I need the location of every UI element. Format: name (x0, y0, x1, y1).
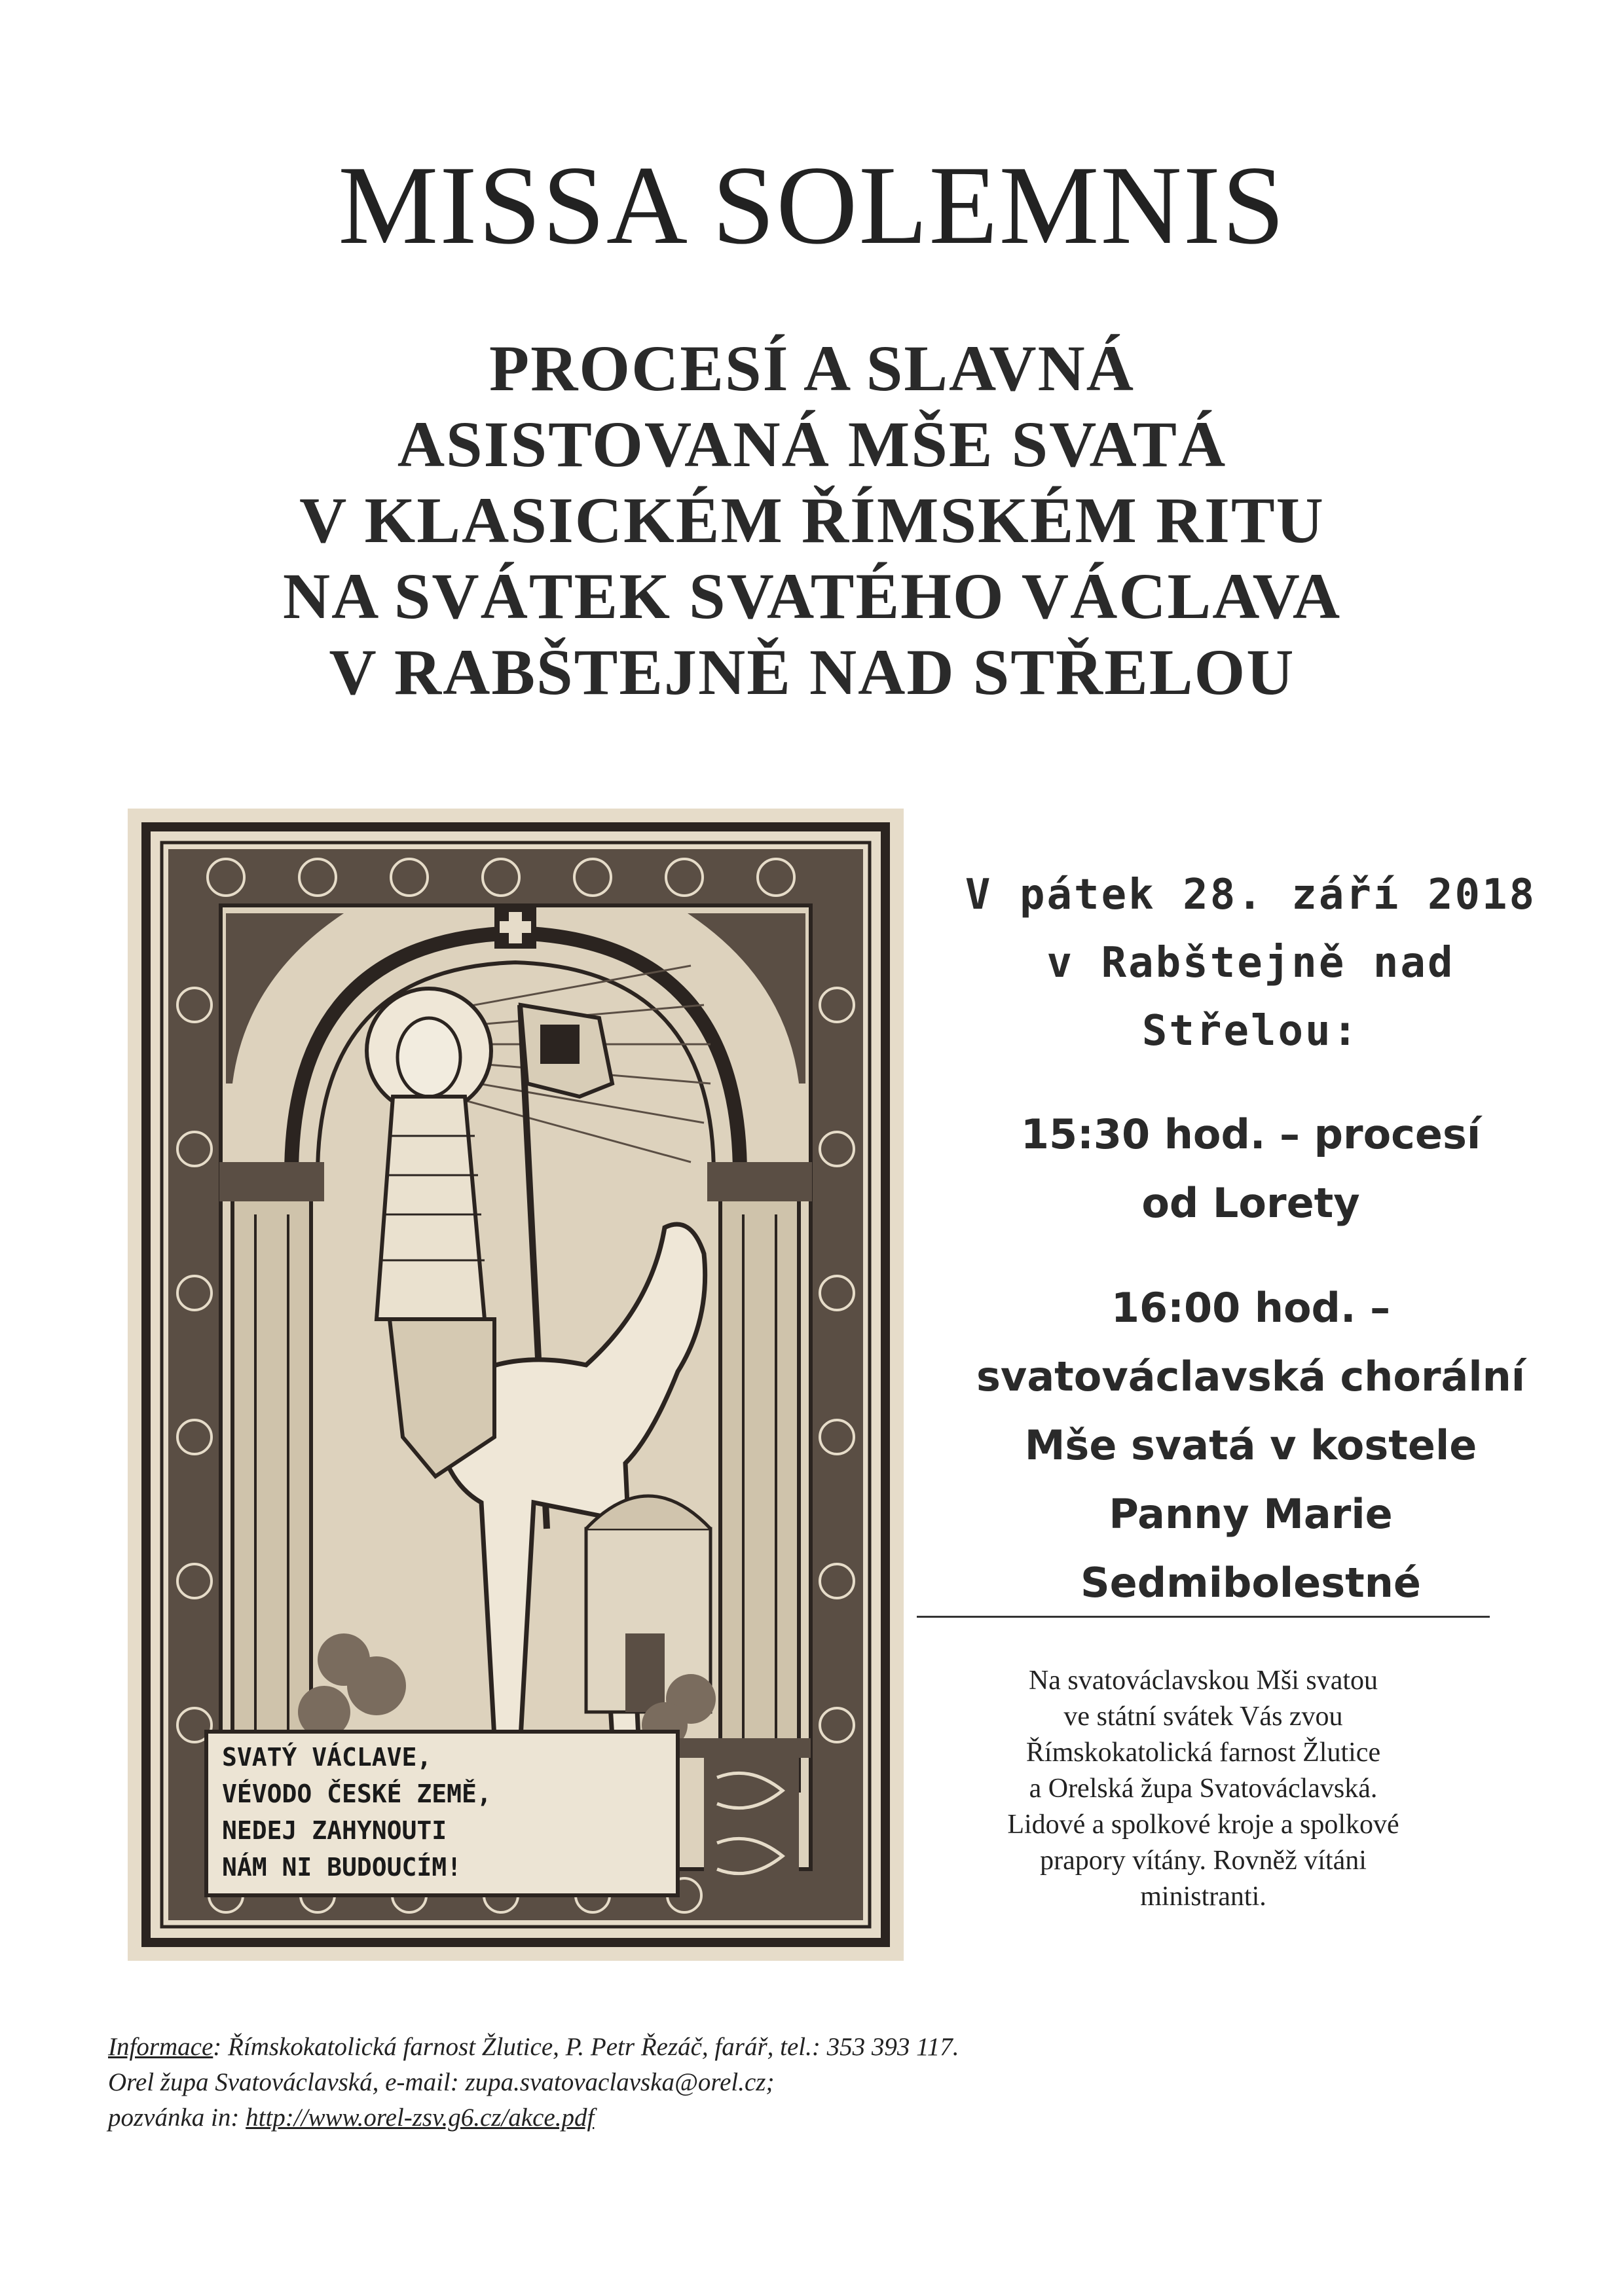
invitation-line: ve státní svátek Vás zvou (1063, 1702, 1343, 1732)
invitation-text (917, 1663, 1490, 1915)
subtitle-line: PROCESÍ A SLAVNÁ (489, 332, 1135, 405)
schedule-line: 16:00 hod. – (1111, 1284, 1391, 1332)
motto-line: SVATÝ VÁCLAVE, (222, 1743, 432, 1772)
schedule-item-mass (913, 1273, 1588, 1617)
date-line: v Rabštejně nad (1046, 939, 1455, 987)
motto-line: NEDEJ ZAHYNOUTI (222, 1816, 447, 1845)
invitation-line: Na svatováclavskou Mši svatou (1028, 1666, 1378, 1696)
footer-contact-info (108, 2030, 1483, 2136)
schedule-line: 15:30 hod. – procesí (1020, 1110, 1481, 1158)
invitation-line: a Orelská župa Svatováclavská. (1029, 1774, 1378, 1804)
woodcut-motto (213, 1736, 665, 1890)
schedule-item-procession (913, 1100, 1588, 1237)
invitation-line: Římskokatolická farnost Žlutice (1025, 1738, 1381, 1768)
schedule-line: svatováclavská chorální (976, 1353, 1525, 1400)
invitation-prefix: pozvánka in: (108, 2104, 246, 2132)
invitation-line: prapory vítány. Rovněž vítáni (1040, 1846, 1367, 1876)
info-contact: : Římskokatolická farnost Žlutice, P. Petr Řezáč, farář, tel.: 353 393 117. (213, 2033, 959, 2061)
subtitle-line: NA SVÁTEK SVATÉHO VÁCLAVA (282, 560, 1342, 632)
subtitle-line: V KLASICKÉM ŘÍMSKÉM RITU (299, 484, 1325, 556)
event-subtitle (0, 331, 1624, 710)
footer-line: Orel župa Svatováclavská, e-mail: zupa.svatovaclavska@orel.cz; (108, 2068, 775, 2096)
date-line: Střelou: (1141, 1007, 1360, 1055)
subtitle-line: V RABŠTEJNĚ NAD STŘELOU (329, 636, 1295, 708)
subtitle-line: ASISTOVANÁ MŠE SVATÁ (397, 408, 1227, 481)
section-divider (917, 1616, 1490, 1618)
invitation-line: ministranti. (1140, 1882, 1266, 1912)
event-date-place (913, 861, 1588, 1065)
motto-line: NÁM NI BUDOUCÍM! (222, 1853, 462, 1882)
invitation-line: Lidové a spolkové kroje a spolkové (1007, 1810, 1399, 1840)
motto-line: VÉVODO ČESKÉ ZEMĚ, (222, 1779, 492, 1808)
schedule-line: Sedmibolestné (1080, 1559, 1421, 1607)
schedule-line: od Lorety (1141, 1179, 1360, 1227)
footer-line (108, 2100, 1483, 2136)
page-title: MISSA SOLEMNIS (338, 143, 1286, 268)
footer-line (108, 2030, 1483, 2065)
schedule-line: Panny Marie (1109, 1490, 1393, 1538)
date-line: V pátek 28. září 2018 (965, 871, 1537, 919)
info-label: Informace (108, 2033, 213, 2061)
invitation-link[interactable]: http://www.orel-zsv.g6.cz/akce.pdf (246, 2104, 595, 2132)
schedule-line: Mše svatá v kostele (1024, 1421, 1477, 1469)
